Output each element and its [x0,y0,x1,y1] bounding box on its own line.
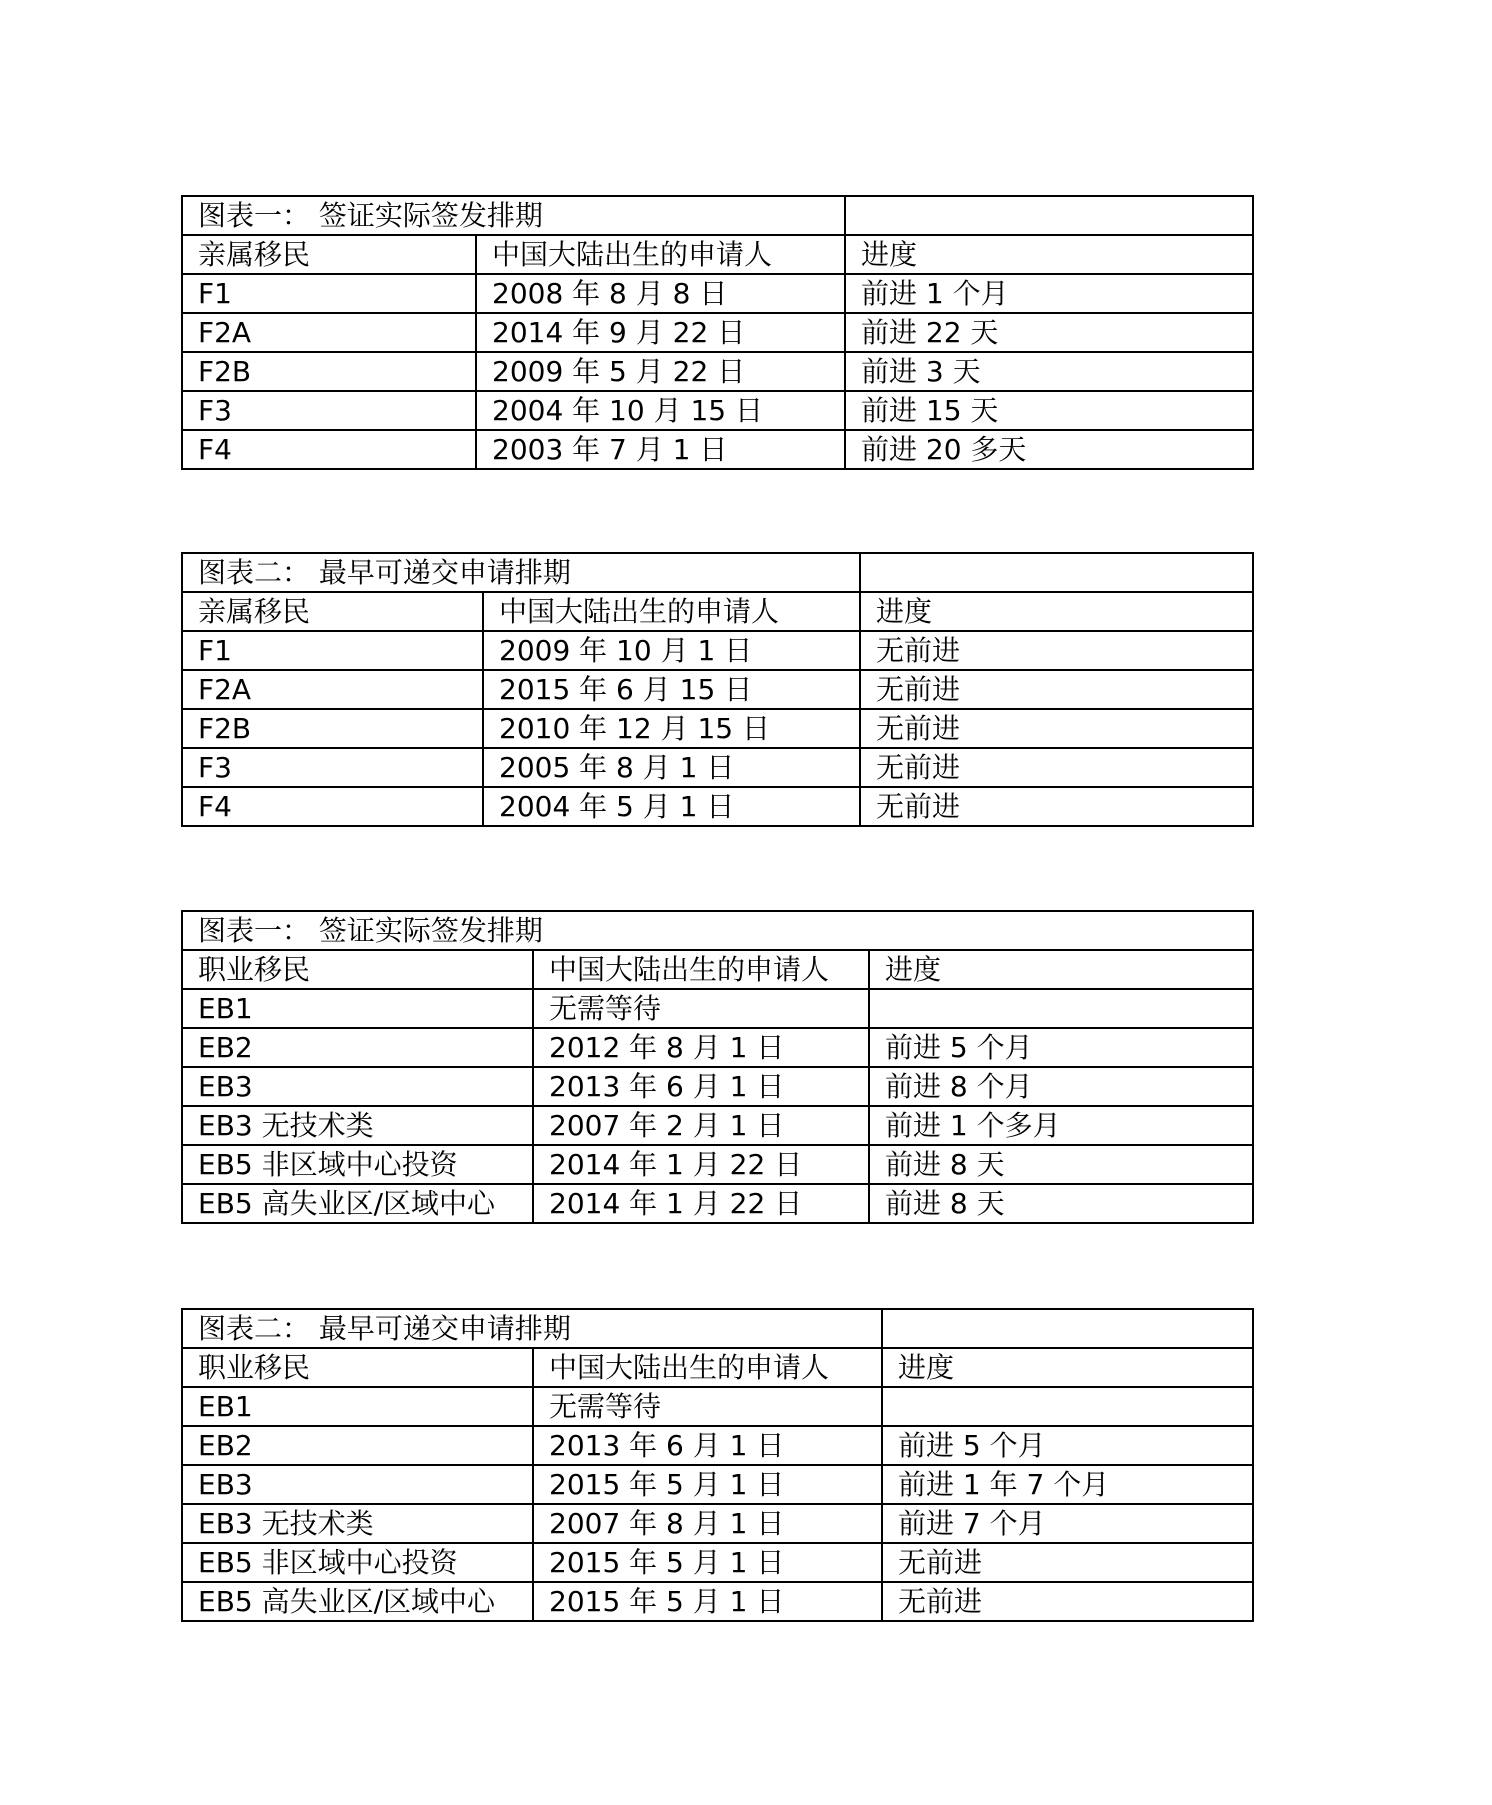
table-cell: EB2 [182,1426,533,1465]
table-header-row [182,950,1253,989]
table-cell: 2015 年 5 月 1 日 [533,1543,882,1582]
table-row [182,1145,1253,1184]
table-cell: 无前进 [860,709,1253,748]
column-header: 进度 [882,1348,1253,1387]
table-cell: 无前进 [860,631,1253,670]
table-cell: 2015 年 5 月 1 日 [533,1465,882,1504]
table-title-row [182,911,1253,950]
table-cell: EB5 高失业区/区域中心 [182,1184,533,1223]
table-cell: EB3 无技术类 [182,1106,533,1145]
column-header: 职业移民 [182,1348,533,1387]
column-header: 中国大陆出生的申请人 [476,235,845,274]
table-row [182,1184,1253,1223]
column-header: 中国大陆出生的申请人 [483,592,860,631]
table-row [182,1582,1253,1621]
table-cell: 2010 年 12 月 15 日 [483,709,860,748]
table-header-row [182,1348,1253,1387]
table-row [182,787,1253,826]
table-row [182,1465,1253,1504]
table-cell: F3 [182,391,476,430]
table-cell: 前进 15 天 [845,391,1253,430]
table-cell: 2013 年 6 月 1 日 [533,1426,882,1465]
table-cell: 无前进 [882,1543,1253,1582]
table-cell: 前进 8 天 [869,1184,1253,1223]
table-row [182,989,1253,1028]
table-cell: 前进 1 个月 [845,274,1253,313]
table-cell [882,1309,1253,1348]
family-filing-date-table [181,552,1254,827]
column-header: 亲属移民 [182,235,476,274]
column-header: 进度 [869,950,1253,989]
column-header: 职业移民 [182,950,533,989]
table-cell: 前进 3 天 [845,352,1253,391]
table-cell: F2B [182,709,483,748]
table-row [182,313,1253,352]
table-row [182,391,1253,430]
table-cell: 前进 20 多天 [845,430,1253,469]
table-cell: 2013 年 6 月 1 日 [533,1067,869,1106]
table-cell: 2009 年 10 月 1 日 [483,631,860,670]
table-cell: 2015 年 5 月 1 日 [533,1582,882,1621]
table-title: 图表二： 最早可递交申请排期 [182,1309,882,1348]
table-cell [869,989,1253,1028]
table-cell: 无前进 [860,787,1253,826]
table-row [182,670,1253,709]
table-cell: 2012 年 8 月 1 日 [533,1028,869,1067]
table-cell: 2014 年 9 月 22 日 [476,313,845,352]
table-row [182,430,1253,469]
table-cell: EB5 高失业区/区域中心 [182,1582,533,1621]
table-cell: 无前进 [860,748,1253,787]
table-row [182,709,1253,748]
table-row [182,1028,1253,1067]
table-cell: F2A [182,670,483,709]
employment-visa-issuance-table [181,910,1254,1224]
table-cell: EB3 无技术类 [182,1504,533,1543]
table-title-row [182,1309,1253,1348]
table-cell: EB3 [182,1067,533,1106]
family-visa-issuance-table [181,195,1254,470]
table-cell: EB2 [182,1028,533,1067]
table-title-row [182,553,1253,592]
table-cell [845,196,1253,235]
table-cell: EB5 非区域中心投资 [182,1145,533,1184]
table-row [182,1426,1253,1465]
table-cell: 2015 年 6 月 15 日 [483,670,860,709]
employment-filing-date-table [181,1308,1254,1622]
table-cell [882,1387,1253,1426]
column-header: 中国大陆出生的申请人 [533,1348,882,1387]
column-header: 进度 [845,235,1253,274]
table-cell: 2014 年 1 月 22 日 [533,1145,869,1184]
table-row [182,748,1253,787]
table-row [182,1106,1253,1145]
table-cell: F2A [182,313,476,352]
table-cell: 2014 年 1 月 22 日 [533,1184,869,1223]
table-cell: 2004 年 5 月 1 日 [483,787,860,826]
table-cell: F4 [182,787,483,826]
table-cell: F4 [182,430,476,469]
table-cell: 2003 年 7 月 1 日 [476,430,845,469]
table-cell: EB3 [182,1465,533,1504]
table-row [182,1067,1253,1106]
table-row [182,631,1253,670]
table-cell: 前进 1 年 7 个月 [882,1465,1253,1504]
table-header-row [182,235,1253,274]
table-cell: 前进 5 个月 [882,1426,1253,1465]
table-cell: 2007 年 2 月 1 日 [533,1106,869,1145]
column-header: 中国大陆出生的申请人 [533,950,869,989]
table-cell: 无需等待 [533,1387,882,1426]
table-cell: 前进 5 个月 [869,1028,1253,1067]
table-row [182,274,1253,313]
table-cell: 前进 22 天 [845,313,1253,352]
table-cell: 前进 7 个月 [882,1504,1253,1543]
table-cell: F1 [182,274,476,313]
table-row [182,1543,1253,1582]
table-cell: 前进 8 天 [869,1145,1253,1184]
table-cell: 2008 年 8 月 8 日 [476,274,845,313]
table-header-row [182,592,1253,631]
table-cell: 无前进 [882,1582,1253,1621]
table-cell: 2004 年 10 月 15 日 [476,391,845,430]
table-row [182,352,1253,391]
table-cell: EB1 [182,1387,533,1426]
table-cell: F2B [182,352,476,391]
column-header: 亲属移民 [182,592,483,631]
table-cell: 前进 8 个月 [869,1067,1253,1106]
table-cell [860,553,1253,592]
table-cell: F3 [182,748,483,787]
table-cell: EB5 非区域中心投资 [182,1543,533,1582]
table-cell: 无前进 [860,670,1253,709]
table-cell: 2005 年 8 月 1 日 [483,748,860,787]
table-title-row [182,196,1253,235]
column-header: 进度 [860,592,1253,631]
table-cell: F1 [182,631,483,670]
table-title: 图表一： 签证实际签发排期 [182,196,845,235]
table-cell: 前进 1 个多月 [869,1106,1253,1145]
table-cell: 2007 年 8 月 1 日 [533,1504,882,1543]
table-row [182,1504,1253,1543]
table-row [182,1387,1253,1426]
table-cell: 无需等待 [533,989,869,1028]
table-cell: 2009 年 5 月 22 日 [476,352,845,391]
table-title: 图表一： 签证实际签发排期 [182,911,1253,950]
table-cell: EB1 [182,989,533,1028]
table-title: 图表二： 最早可递交申请排期 [182,553,860,592]
